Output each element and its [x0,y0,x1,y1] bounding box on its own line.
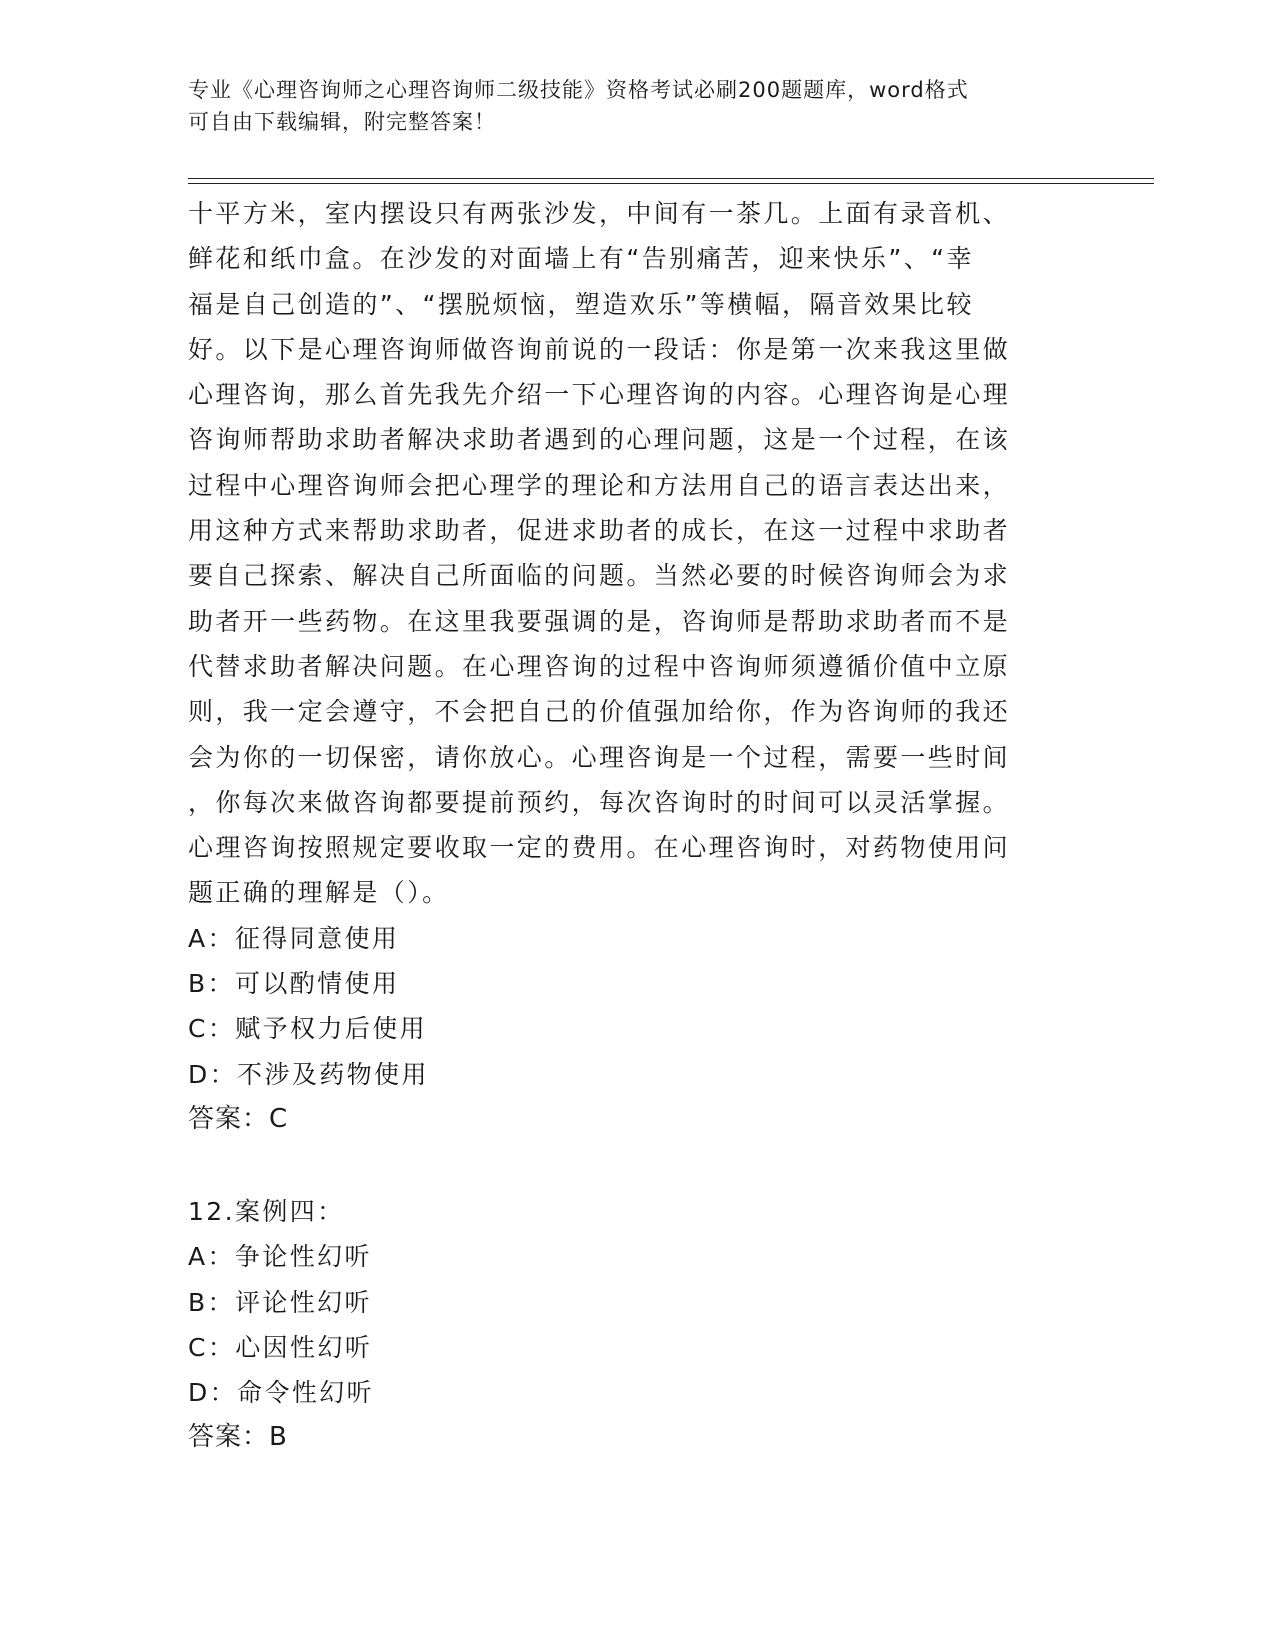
passage-line: 代替求助者解决问题。在心理咨询的过程中咨询师须遵循价值中立原 [188,651,1011,681]
header-line-2: 可自由下载编辑，附完整答案！ [188,110,496,134]
passage-line: 要自己探索、解决自己所面临的问题。当然必要的时候咨询师会为求 [188,561,1011,591]
passage-line: 则，我一定会遵守，不会把自己的价值强加给你，作为咨询师的我还 [188,697,1011,727]
passage-line: ，你每次来做咨询都要提前预约，每次咨询时的时间可以灵活掌握。 [188,787,1011,817]
option-c: C：心因性幻听 [188,1332,373,1362]
passage-line: 十平方米，室内摆设只有两张沙发，中间有一茶几。上面有录音机、 [188,199,1011,228]
option-d: D：命令性幻听 [188,1378,375,1408]
passage-line: 助者开一些药物。在这里我要强调的是，咨询师是帮助求助者而不是 [188,606,1011,636]
option-b: B：评论性幻听 [188,1287,372,1317]
passage-line: 鲜花和纸巾盒。在沙发的对面墙上有“告别痛苦，迎来快乐”、“幸 [188,244,974,274]
option-c: C：赋予权力后使用 [188,1014,428,1044]
passage-line: 心理咨询按照规定要收取一定的费用。在心理咨询时，对药物使用问 [188,833,1011,863]
question-11-block [188,191,1058,1142]
passage-line: 会为你的一切保密，请你放心。心理咨询是一个过程，需要一些时间 [188,742,1011,772]
passage-line: 福是自己创造的”、“摆脱烦恼，塑造欢乐”等横幅，隔音效果比较 [188,289,974,319]
answer-line: 答案：C [188,1103,289,1134]
option-b: B：可以酌情使用 [188,969,400,999]
question-title: 12.案例四： [188,1197,345,1226]
option-d: D：不涉及药物使用 [188,1059,429,1089]
passage-line: 好。以下是心理咨询师做咨询前说的一段话：你是第一次来我这里做 [188,334,1011,364]
option-a: A：征得同意使用 [188,923,400,953]
answer-line: 答案：B [188,1422,288,1453]
header-divider-top [188,178,1154,179]
header-line-1: 专业《心理咨询师之心理咨询师二级技能》资格考试必刷200题题库，word格式 [188,78,969,102]
question-12-block [188,1189,1058,1461]
passage-line: 咨询师帮助求助者解决求助者遇到的心理问题，这是一个过程，在该 [188,425,1011,455]
passage-line: 用这种方式来帮助求助者，促进求助者的成长，在这一过程中求助者 [188,516,1011,546]
passage-line: 心理咨询，那么首先我先介绍一下心理咨询的内容。心理咨询是心理 [188,380,1011,410]
option-a: A：争论性幻听 [188,1242,372,1272]
page-header [188,74,1068,138]
passage-line: 题正确的理解是（）。 [188,878,450,908]
passage-line: 过程中心理咨询师会把心理学的理论和方法用自己的语言表达出来， [188,470,1011,500]
header-divider-bottom [188,183,1154,184]
